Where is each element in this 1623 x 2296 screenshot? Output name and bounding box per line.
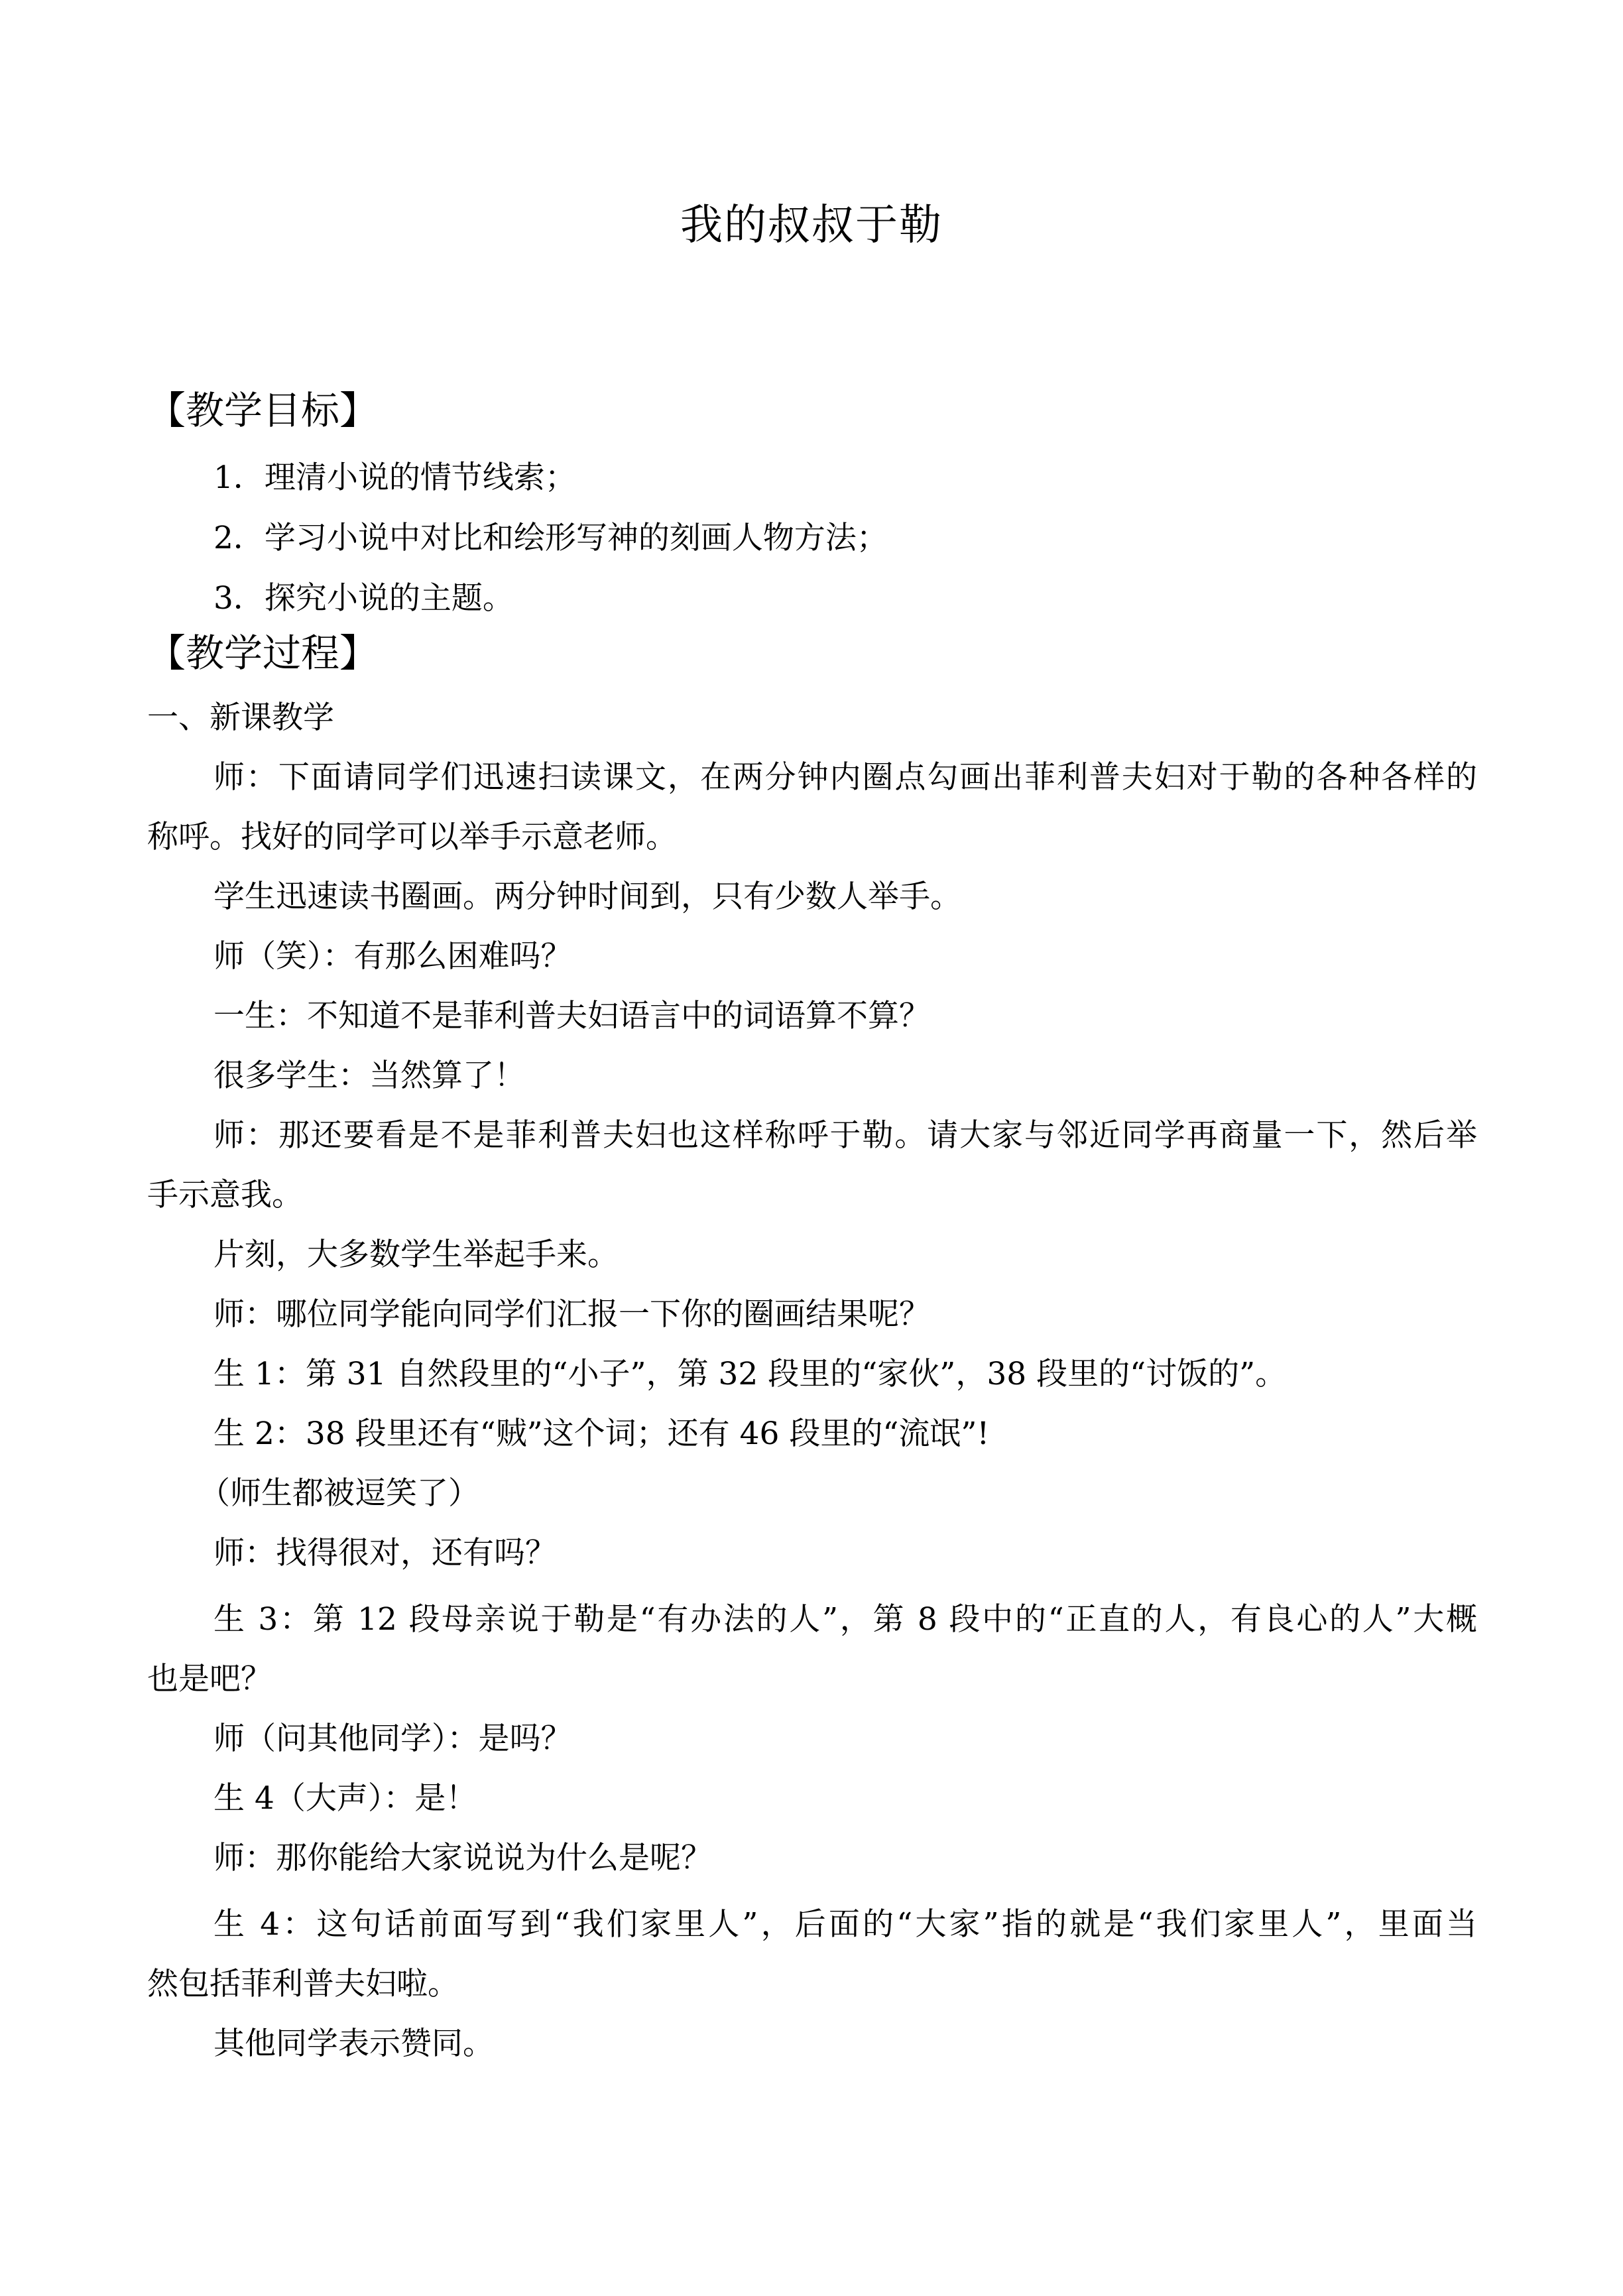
body-paragraph-line: 学生迅速读书圈画。两分钟时间到，只有少数人举手。 bbox=[213, 878, 961, 915]
body-paragraph-line: 师：那还要看是不是菲利普夫妇也这样称呼于勒。请大家与邻近同学再商量一下，然后举 bbox=[213, 1117, 1477, 1154]
body-paragraph-line: 生 3：第 12 段母亲说于勒是“有办法的人”，第 8 段中的“正直的人，有良心的人”大概 bbox=[213, 1601, 1477, 1638]
body-paragraph-line: （师生都被逗笑了） bbox=[199, 1475, 479, 1512]
body-paragraph-line: 生 1：第 31 自然段里的“小子”，第 32 段里的“家伙”，38 段里的“讨饭的”。 bbox=[213, 1356, 1287, 1392]
body-paragraph-line: 称呼。找好的同学可以举手示意老师。 bbox=[147, 819, 677, 855]
body-paragraph-line: 片刻，大多数学生举起手来。 bbox=[213, 1237, 619, 1273]
objective-item: 2．学习小说中对比和绘形写神的刻画人物方法； bbox=[213, 520, 888, 556]
body-paragraph-line: 师（笑）：有那么困难吗？ bbox=[213, 938, 572, 975]
body-paragraph-line: 师：找得很对，还有吗？ bbox=[213, 1535, 556, 1571]
body-paragraph-line: 师（问其他同学）：是吗？ bbox=[213, 1721, 572, 1757]
body-paragraph-line: 其他同学表示赞同。 bbox=[213, 2025, 494, 2062]
objective-item: 3．探究小说的主题。 bbox=[213, 580, 514, 617]
body-paragraph-line: 生 2：38 段里还有“贼”这个词；还有 46 段里的“流氓”! bbox=[213, 1416, 990, 1452]
body-paragraph-line: 师：哪位同学能向同学们汇报一下你的圈画结果呢？ bbox=[213, 1296, 930, 1333]
body-paragraph-line: 很多学生：当然算了！ bbox=[213, 1057, 525, 1094]
body-paragraph-line: 手示意我。 bbox=[147, 1177, 303, 1213]
body-paragraph-line: 师：下面请同学们迅速扫读课文，在两分钟内圈点勾画出菲利普夫妇对于勒的各种各样的 bbox=[213, 759, 1477, 796]
body-paragraph-line: 生 4（大声）：是！ bbox=[213, 1780, 477, 1817]
body-paragraph-line: 一生：不知道不是菲利普夫妇语言中的词语算不算？ bbox=[213, 998, 930, 1034]
objectives-heading: 【教学目标】 bbox=[147, 388, 379, 433]
objective-item: 1．理清小说的情节线索； bbox=[213, 459, 576, 496]
process-heading: 【教学过程】 bbox=[147, 631, 379, 676]
subsection-heading: 一、新课教学 bbox=[147, 699, 334, 736]
body-paragraph-line: 师：那你能给大家说说为什么是呢？ bbox=[213, 1840, 712, 1876]
body-paragraph-line: 然包括菲利普夫妇啦。 bbox=[147, 1966, 459, 2002]
document-title: 我的叔叔于勒 bbox=[680, 201, 943, 250]
body-paragraph-line: 生 4：这句话前面写到“我们家里人”，后面的“大家”指的就是“我们家里人”，里面当 bbox=[213, 1906, 1477, 1943]
body-paragraph-line: 也是吧？ bbox=[147, 1661, 272, 1697]
